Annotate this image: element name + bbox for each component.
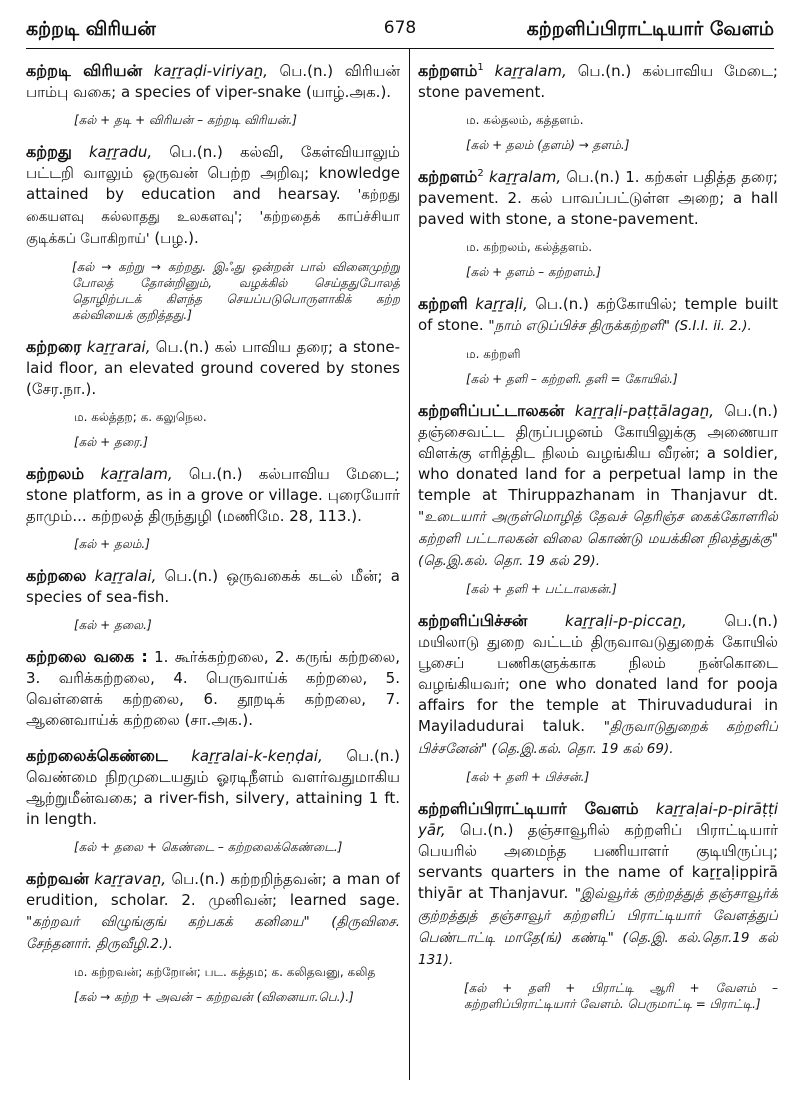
headword: கற்றடி விரியன் — [26, 61, 143, 80]
transliteration: kaṟṟaḷi-paṭṭālagaṉ, — [574, 402, 714, 420]
definition: பெ.(n.) கல்வி, கேள்வியாலும் பட்டறி வாலும் ஒருவன் பெற்ற அறிவு; knowledge attained by education and hearsay. — [26, 143, 400, 203]
definition: 1. கூர்க்கற்றலை, 2. கருங் கற்றலை, 3. வரிக்கற்றலை, 4. பெருவாய்க் கற்றலை, 5. வெள்ளைக் கற்றலை, 6. தூறடிக் கற்றலை, 7. ஆனைவாய்க் கற்றலை (சா.அக.). — [26, 648, 400, 729]
etymology: [கல் + தளி – கற்றளி. தளி = கோயில்.] — [466, 372, 678, 386]
definition: பெ.(n.) கற்றறிந்தவன்; a man of erudition, scholar. 2. முனிவன்; learned sage. — [26, 870, 400, 909]
headword: கற்றலை — [26, 566, 87, 585]
homonym-number: 1 — [477, 62, 484, 73]
headword: கற்றளிப்பட்டாலகன் — [418, 401, 565, 420]
cognates: ம. கல்த்தற; க. கலுநெல. — [74, 410, 207, 424]
headword: கற்றலைக்கெண்டை — [26, 746, 168, 765]
transliteration: kaṟṟaḍi-viriyaṉ, — [153, 62, 268, 80]
left-column — [26, 60, 400, 1080]
definition: பெ.(n.) கல் பாவிய தரை; a stone-laid floor, an elevated ground covered by stones (சேர.நா.). — [26, 338, 400, 398]
page-header — [26, 18, 774, 48]
transliteration: kaṟṟalam, — [100, 465, 173, 483]
citation: "இவ்வூர்க் குற்றத்துத் தஞ்சாவூர்க் குற்றத்துத் தஞ்சாவூர் கற்றளிப் பிராட்டியார் வேளத்துப் பெண்டாட்டி மாதே(ங்) கண்டி" (தெ.இ. கல்.தொ.19 கல் 131). — [418, 886, 778, 968]
proverb-quote: 'கற்றது கையளவு கல்லாதது உலகளவு'; 'கற்றதைக் காப்ச்சியா குடிக்கப் போகிறாய்' — [26, 187, 400, 247]
homonym-number: 2 — [477, 168, 484, 179]
headword: கற்றளம் — [418, 167, 478, 186]
definition: பெ.(n.) மயிலாடு துறை வட்டம் திருவாவடுதுறைக் கோயில் பூசைப் பணிகளுக்காக நிலம் நன்கொடை வழங்கியவர்; one who donated land for pooja affairs for the temple at Thiruvadudurai in Mayiladudurai taluk. — [418, 612, 778, 735]
definition: பெ.(n.) கல்பாவிய மேடை; stone pavement. — [418, 62, 778, 101]
transliteration: kaṟṟaḷi, — [475, 295, 528, 313]
definition: பெ.(n.) ஒருவகைக் கடல் மீன்; a species of sea-fish. — [26, 567, 400, 606]
definition: பெ.(n.) வெண்மை நிறமுடையதும் ஓரடிநீளம் வளர்வதுமாகிய ஆற்றுமீன்வகை; a river-fish, silvery, attaining 1 ft. in length. — [26, 747, 400, 828]
headword: கற்றளம் — [418, 61, 478, 80]
headword: கற்றளிப்பிராட்டியார் வேளம் — [418, 799, 639, 818]
running-head-left: கற்றடி விரியன் — [26, 18, 156, 40]
definition: பெ.(n.) தஞ்சைவட்ட திருப்பழனம் கோயிலுக்கு அணையா விளக்கு எரித்திட நிலம் வழங்கிய வீரன்; a soldier, who donated land for a perpetual lamp in the temple at Thiruppazhanam in Thanjavur dt. — [418, 402, 778, 504]
dictionary-entry — [418, 166, 778, 230]
dictionary-entry — [418, 610, 778, 760]
dictionary-entry — [26, 336, 400, 400]
definition: பெ.(n.) கல்பாவிய மேடை; stone platform, as in a grove or village. புரையோர் தாமும்... கற்றலத் திருந்துழி (மணிமே. 28, 113.). — [26, 465, 400, 525]
dictionary-entry — [418, 798, 778, 971]
cognates: ம. கற்றவன்; கற்றோன்; பட. கத்தம; க. கலிதவனு, கலித — [74, 965, 376, 979]
etymology: [கல் + தடி + விரியன் – கற்றடி விரியன்.] — [74, 113, 297, 127]
dictionary-entry — [26, 60, 400, 103]
citation: "திருவாடுதுறைக் கற்றளிப் பிச்சனேன்" (தெ.இ.கல். தொ. 19 கல் 69). — [418, 719, 778, 757]
transliteration: kaṟṟavaṉ, — [94, 870, 167, 888]
definition: பெ.(n.) தஞ்சாவூரில் கற்றளிப் பிராட்டியார் பெயரில் அமைந்த பணியாளர் குடியிருப்பு; servants quarters in the name of kaṟṟaḷippirā thiyār at Thanjavur. — [418, 821, 778, 902]
headword: கற்றது — [26, 142, 72, 161]
transliteration: kaṟṟalai-k-keṇḍai, — [191, 747, 323, 765]
etymology: [கல் + தலை.] — [74, 618, 152, 632]
transliteration: kaṟṟadu, — [88, 143, 153, 161]
transliteration: kaṟṟalam, — [494, 62, 567, 80]
dictionary-entry — [418, 400, 778, 572]
dictionary-entry — [26, 463, 400, 527]
dictionary-entry — [26, 745, 400, 830]
definition: பெ.(n.) கற்கோயில்; temple built of stone. — [418, 295, 778, 334]
etymology: [கல் + தலை + கெண்டை – கற்றலைக்கெண்டை.] — [74, 840, 343, 854]
definition: பெ.(n.) 1. கற்கள் பதித்த தரை; pavement. 2. கல் பாவப்பட்டுள்ள அறை; a hall paved with stone, a stone-pavement. — [418, 168, 778, 228]
definition: பெ.(n.) விரியன் பாம்பு வகை; a species of viper-snake (யாழ்.அக.). — [26, 62, 400, 101]
header-rule — [26, 48, 774, 49]
headword: கற்றளிப்பிச்சன் — [418, 611, 528, 630]
transliteration: kaṟṟalai, — [94, 567, 157, 585]
etymology: [கல் + தளி + பிச்சன்.] — [466, 770, 590, 784]
headword: கற்றலை வகை : — [26, 647, 148, 666]
transliteration: kaṟṟaḷai-p-pirāṭṭi yār, — [418, 800, 778, 839]
headword: கற்றவன் — [26, 869, 89, 888]
cognates: ம. கற்றலம், கல்த்தளம். — [466, 240, 593, 254]
headword: கற்றளி — [418, 294, 468, 313]
etymology: [கல் + தலம்.] — [74, 537, 150, 551]
headword: கற்றரை — [26, 337, 82, 356]
column-divider — [409, 48, 410, 1080]
etymology: [கல் + தளி + பிராட்டி ஆரி + வேளம் – கற்றளிப்பிராட்டியார் வேளம். பெருமாட்டி = பிராட்டி.] — [464, 981, 778, 1011]
dictionary-entry — [26, 565, 400, 608]
running-head-right: கற்றளிப்பிராட்டியார் வேளம் — [526, 18, 774, 40]
citation: "கற்றவர் விழுங்குங் கற்பகக் கனியை" (திருவிசை. சேந்தனார். திருவீழி.2.). — [26, 914, 400, 952]
dictionary-entry — [418, 293, 778, 337]
dictionary-entry — [26, 868, 400, 955]
transliteration: kaṟṟaḷi-p-piccaṉ, — [565, 612, 687, 630]
transliteration: kaṟṟarai, — [86, 338, 151, 356]
etymology: [கல் → கற்று → கற்றது. இஃது ஒன்றன் பால் வினைமுற்று போலத் தோன்றினும், வழக்கில் செய்ததுபோலத் தொழிற்படக் கிளந்த செயப்படுபொருளாகிக் கற்ற கல்வியைக் குறித்தது.] — [72, 260, 400, 322]
right-column — [418, 60, 778, 1080]
cognates: ம. கல்தலம், கத்தளம். — [466, 113, 584, 127]
dictionary-entry — [418, 60, 778, 103]
cognates: ம. கற்றளி — [466, 347, 521, 361]
dictionary-entry — [26, 141, 400, 250]
etymology: [கல் → கற்ற + அவன் – கற்றவன் (வினையா.பெ.).] — [74, 990, 354, 1004]
citation: "நாம் எடுப்பிச்ச திருக்கற்றளி" (S.I.I. ii. 2.). — [488, 318, 752, 334]
definition-tail: (பழ.). — [149, 229, 199, 247]
etymology: [கல் + தலம் (தளம்) → தளம்.] — [466, 138, 630, 152]
headword: கற்றலம் — [26, 464, 85, 483]
etymology: [கல் + தளி + பட்டாலகன்.] — [466, 582, 617, 596]
transliteration: kaṟṟalam, — [488, 168, 562, 186]
citation: "உடையார் அருள்மொழித் தேவச் தெரிஞ்ச கைக்கோளரில் கற்றளி பட்டாலகன் விலை கொண்டு மயக்கின நிலத்துக்கு" (தெ.இ.கல். தொ. 19 கல் 29). — [418, 509, 778, 569]
dictionary-entry — [26, 646, 400, 731]
page-number: 678 — [383, 18, 417, 38]
etymology: [கல் + தரை.] — [74, 435, 148, 449]
etymology: [கல் + தளம் – கற்றளம்.] — [466, 265, 601, 279]
